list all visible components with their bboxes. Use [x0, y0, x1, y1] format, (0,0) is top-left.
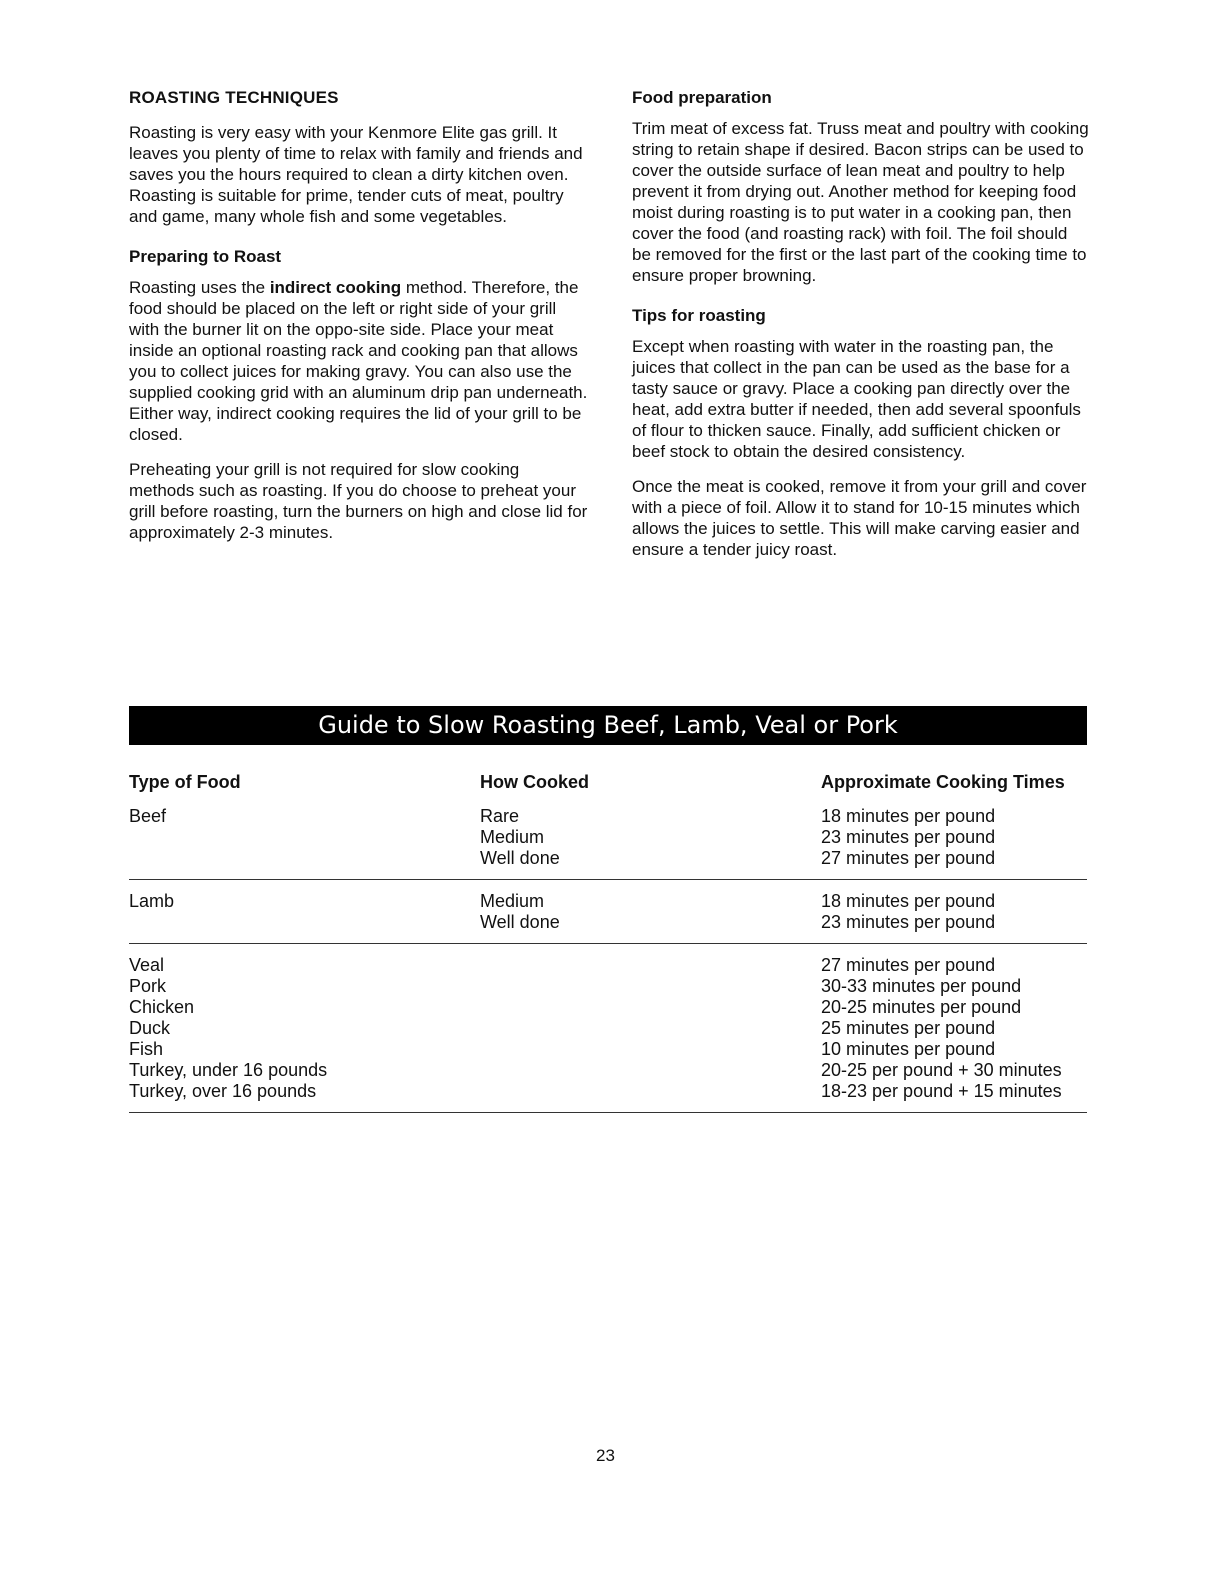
table-row [129, 1060, 1087, 1081]
table-divider [129, 1112, 1087, 1113]
cell-cooking-time: 27 minutes per pound [821, 955, 996, 975]
preparing-paragraph-2: Preheating your grill is not required for slow cooking methods such as roasting. If you do choose to preheat your grill before roasting, turn the burners on high and close lid for approximately 2-3 minutes. [129, 460, 588, 542]
cell-cooking-time: 18 minutes per pound [821, 891, 996, 911]
cell-cooking-time: 23 minutes per pound [821, 912, 996, 932]
food-preparation-paragraph: Trim meat of excess fat. Truss meat and poultry with cooking string to retain shape if desired. Bacon strips can be used to cover the outside surface of lean meat and poultry to help prevent it from drying out. Another method for keeping food moist during roasting is to put water in a cooking pan, then cover the food (and roasting rack) with foil. The foil should be removed for the first or the last part of the cooking time to ensure proper browning. [632, 119, 1089, 285]
guide-title-banner: Guide to Slow Roasting Beef, Lamb, Veal or Pork [129, 706, 1087, 745]
table-row [129, 891, 1087, 912]
section-heading-roasting-techniques: ROASTING TECHNIQUES [129, 88, 339, 107]
table-row [129, 806, 1087, 827]
table-row [129, 827, 1087, 848]
preparing-paragraph-1 [129, 277, 589, 445]
prep-text-after: method. Therefore, the food should be placed on the left or right side of your grill with the burner lit on the oppo-site side. Place your meat inside an optional roasting rack and cooking pan that allows you to collect juices for making gravy. You can also use the supplied cooking grid with an aluminum drip pan underneath. Either way, indirect cooking requires the lid of your grill to be closed. [129, 278, 588, 444]
cell-cooking-time: 30-33 minutes per pound [821, 976, 1022, 996]
header-type-of-food: Type of Food [129, 772, 241, 792]
intro-paragraph: Roasting is very easy with your Kenmore Elite gas grill. It leaves you plenty of time to relax with family and friends and saves you the hours required to clean a dirty kitchen oven. Roasting is suitable for prime, tender cuts of meat, poultry and game, many whole fish and some vegetables. [129, 123, 583, 226]
table-row [129, 1039, 1087, 1060]
cell-type-of-food: Turkey, under 16 pounds [129, 1060, 328, 1080]
header-how-cooked: How Cooked [480, 772, 590, 792]
table-row [129, 1018, 1087, 1039]
cell-how-cooked: Rare [480, 806, 520, 826]
table-row [129, 955, 1087, 976]
roasting-guide-table [129, 772, 1087, 1124]
subheading-preparing-to-roast: Preparing to Roast [129, 247, 282, 266]
cell-cooking-time: 10 minutes per pound [821, 1039, 996, 1059]
page-number: 23 [596, 1446, 615, 1465]
tips-paragraph-1: Except when roasting with water in the roasting pan, the juices that collect in the pan can be used as the base for a tasty sauce or gravy. Place a cooking pan directly over the heat, add extra butter if needed, then add several spoonfuls of flour to thicken sauce. Finally, add sufficient chicken or beef stock to obtain the desired consistency. [632, 337, 1081, 461]
table-row [129, 912, 1087, 933]
tips-paragraph-2: Once the meat is cooked, remove it from your grill and cover with a piece of foil. Allow it to stand for 10-15 minutes which allows the juices to settle. This will make carving easier and ensure a tender juicy roast. [632, 477, 1087, 559]
prep-text-before: Roasting uses the [129, 278, 270, 297]
cell-type-of-food: Fish [129, 1039, 164, 1059]
table-body [129, 806, 1087, 1124]
table-header-row [129, 772, 1087, 806]
cell-type-of-food: Chicken [129, 997, 195, 1017]
subheading-tips-for-roasting: Tips for roasting [632, 306, 766, 325]
cell-how-cooked: Well done [480, 848, 560, 868]
cell-type-of-food: Pork [129, 976, 167, 996]
cell-type-of-food: Veal [129, 955, 165, 975]
cell-type-of-food: Lamb [129, 891, 175, 911]
cell-how-cooked: Well done [480, 912, 560, 932]
table-row [129, 997, 1087, 1018]
right-column [632, 88, 1090, 574]
cell-cooking-time: 23 minutes per pound [821, 827, 996, 847]
subheading-food-preparation: Food preparation [632, 88, 772, 107]
table-row [129, 848, 1087, 869]
table-row [129, 976, 1087, 997]
header-cooking-times: Approximate Cooking Times [821, 772, 1065, 792]
cell-cooking-time: 18 minutes per pound [821, 806, 996, 826]
cell-cooking-time: 18-23 per pound + 15 minutes [821, 1081, 1062, 1101]
table-divider [129, 879, 1087, 880]
cell-type-of-food: Beef [129, 806, 167, 826]
cell-cooking-time: 25 minutes per pound [821, 1018, 996, 1038]
prep-text-bold: indirect cooking [269, 278, 402, 297]
table-divider [129, 943, 1087, 944]
cell-cooking-time: 20-25 per pound + 30 minutes [821, 1060, 1062, 1080]
cell-type-of-food: Turkey, over 16 pounds [129, 1081, 317, 1101]
cell-cooking-time: 20-25 minutes per pound [821, 997, 1022, 1017]
cell-how-cooked: Medium [480, 827, 545, 847]
cell-type-of-food: Duck [129, 1018, 171, 1038]
cell-cooking-time: 27 minutes per pound [821, 848, 996, 868]
left-column [129, 88, 589, 557]
cell-how-cooked: Medium [480, 891, 545, 911]
table-row [129, 1081, 1087, 1102]
